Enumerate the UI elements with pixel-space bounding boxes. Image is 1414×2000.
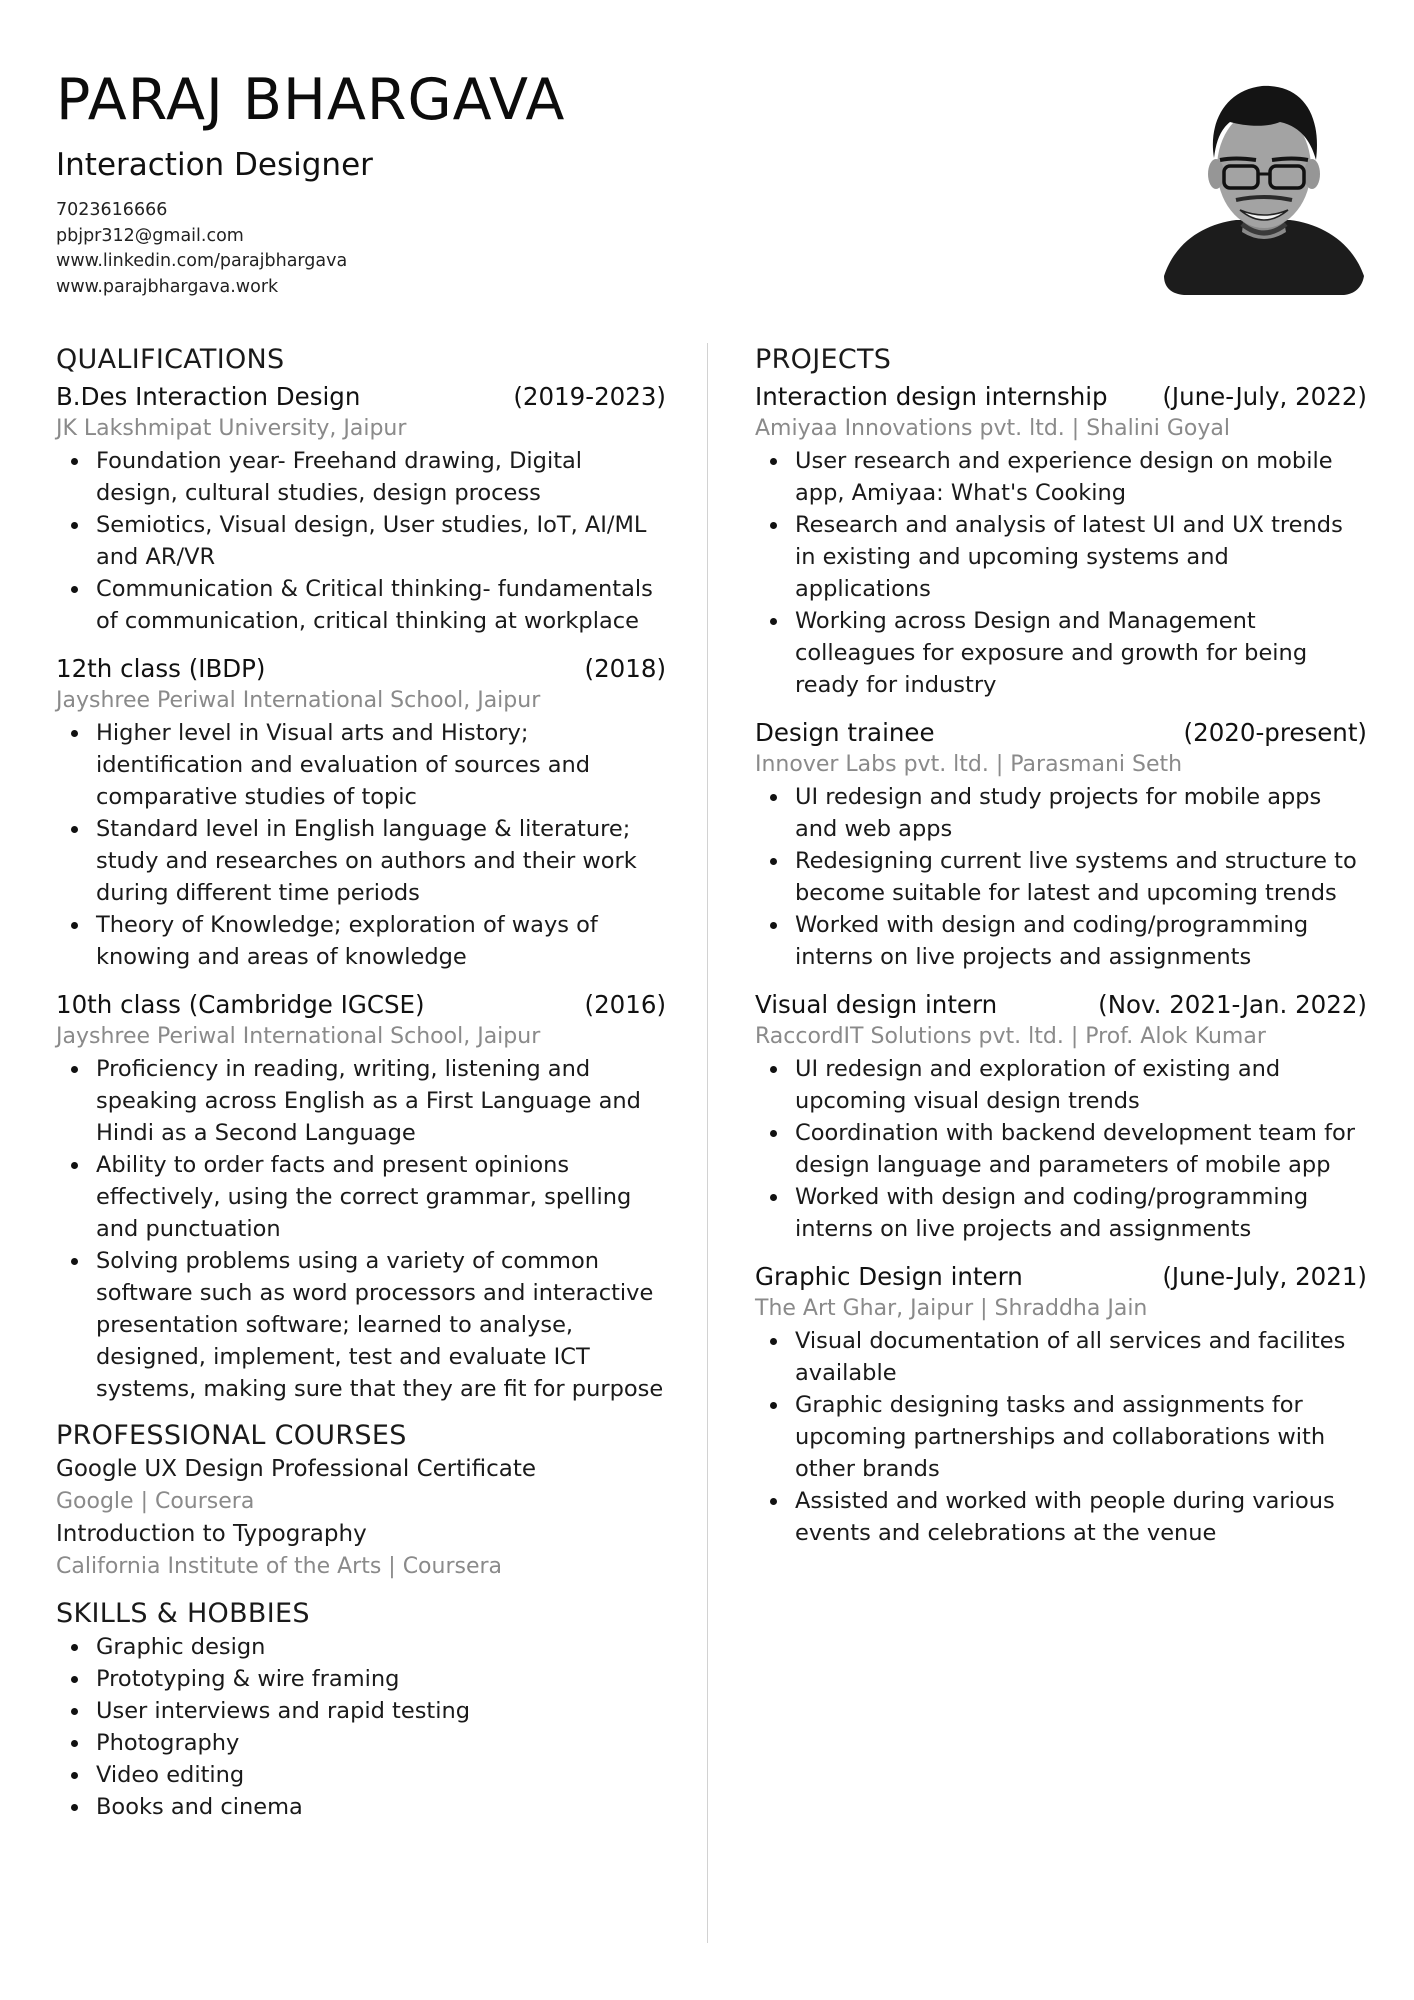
project-organization: The Art Ghar, Jaipur | Shraddha Jain	[755, 1296, 1148, 1321]
phone-number: 7023616666	[56, 200, 168, 220]
qualification-years: (2019-2023)	[513, 382, 666, 411]
project-entry	[755, 717, 1367, 973]
list-item: Video editing	[56, 1759, 666, 1791]
project-header	[755, 381, 1367, 413]
list-item: Ability to order facts and present opinions effectively, using the correct grammar, spelling and punctuation	[56, 1149, 666, 1245]
list-item: Solving problems using a variety of common software such as word processors and interactive presentation software; learned to analyse, designed, implement, test and evaluate ICT systems, making sure that they are fit for purpose	[56, 1245, 666, 1405]
professional-courses-heading: PROFESSIONAL COURSES	[56, 1420, 407, 1451]
list-item: Semiotics, Visual design, User studies, IoT, AI/ML and AR/VR	[56, 509, 666, 573]
qualification-degree: 10th class (Cambridge IGCSE)	[56, 990, 425, 1019]
project-organization: Innover Labs pvt. ltd. | Parasmani Seth	[755, 752, 1183, 777]
qualification-degree: 12th class (IBDP)	[56, 654, 266, 683]
project-header	[755, 1261, 1367, 1293]
list-item: Worked with design and coding/programming interns on live projects and assignments	[755, 909, 1367, 973]
list-item: Coordination with backend development team for design language and parameters of mobile app	[755, 1117, 1367, 1181]
qualification-years: (2016)	[584, 990, 666, 1019]
list-item: Worked with design and coding/programming interns on live projects and assignments	[755, 1181, 1367, 1245]
qualification-degree: B.Des Interaction Design	[56, 382, 361, 411]
skills-hobbies-heading: SKILLS & HOBBIES	[56, 1598, 310, 1629]
qualification-header	[56, 989, 666, 1021]
list-item: UI redesign and study projects for mobile apps and web apps	[755, 781, 1367, 845]
qualification-details	[56, 445, 666, 637]
list-item: Theory of Knowledge; exploration of ways of knowing and areas of knowledge	[56, 909, 666, 973]
list-item: Books and cinema	[56, 1791, 666, 1823]
project-dates: (June-July, 2022)	[1162, 382, 1367, 411]
linkedin-link[interactable]: www.linkedin.com/parajbhargava	[56, 251, 348, 271]
qualification-entry	[56, 381, 666, 637]
list-item: Photography	[56, 1727, 666, 1759]
course-entry	[56, 1453, 666, 1518]
course-provider: Google | Coursera	[56, 1488, 255, 1514]
project-entry	[755, 381, 1367, 701]
list-item: Prototyping & wire framing	[56, 1663, 666, 1695]
list-item: Standard level in English language & literature; study and researches on authors and their work during different time periods	[56, 813, 666, 909]
left-column	[56, 343, 666, 1823]
course-name: Introduction to Typography	[56, 1521, 367, 1547]
project-role: Visual design intern	[755, 990, 998, 1019]
project-details	[755, 1325, 1367, 1549]
project-organization: Amiyaa Innovations pvt. ltd. | Shalini Goyal	[755, 416, 1230, 441]
project-dates: (Nov. 2021-Jan. 2022)	[1098, 990, 1367, 1019]
list-item: Working across Design and Management colleagues for exposure and growth for being ready for industry	[755, 605, 1367, 701]
list-item: User interviews and rapid testing	[56, 1695, 666, 1727]
list-item: Research and analysis of latest UI and UX trends in existing and upcoming systems and applications	[755, 509, 1367, 605]
qualification-years: (2018)	[584, 654, 666, 683]
website-link[interactable]: www.parajbhargava.work	[56, 276, 279, 297]
qualification-details	[56, 717, 666, 973]
skills-list	[56, 1631, 666, 1823]
list-item: Communication & Critical thinking- fundamentals of communication, critical thinking at workplace	[56, 573, 666, 637]
qualification-entry	[56, 989, 666, 1405]
project-dates: (June-July, 2021)	[1162, 1262, 1367, 1291]
qualifications-heading: QUALIFICATIONS	[56, 344, 285, 375]
project-header	[755, 989, 1367, 1021]
list-item: Proficiency in reading, writing, listening and speaking across English as a First Language and Hindi as a Second Language	[56, 1053, 666, 1149]
list-item: Redesigning current live systems and structure to become suitable for latest and upcoming trends	[755, 845, 1367, 909]
qualification-entry	[56, 653, 666, 973]
project-details	[755, 1053, 1367, 1245]
qualification-header	[56, 381, 666, 413]
project-role: Interaction design internship	[755, 382, 1108, 411]
candidate-name: PARAJ BHARGAVA	[56, 67, 566, 133]
qualification-header	[56, 653, 666, 685]
profile-photo	[1158, 82, 1368, 297]
course-entry	[56, 1518, 666, 1583]
list-item: Higher level in Visual arts and History; identification and evaluation of sources and comparative studies of topic	[56, 717, 666, 813]
project-entry	[755, 1261, 1367, 1549]
project-dates: (2020-present)	[1183, 718, 1367, 747]
email-address[interactable]: pbjpr312@gmail.com	[56, 225, 244, 246]
right-column	[755, 343, 1367, 1549]
project-entry	[755, 989, 1367, 1245]
course-provider: California Institute of the Arts | Coursera	[56, 1553, 503, 1579]
project-details	[755, 781, 1367, 973]
qualification-institution: JK Lakshmipat University, Jaipur	[56, 416, 407, 441]
project-organization: RaccordIT Solutions pvt. ltd. | Prof. Alok Kumar	[755, 1024, 1266, 1049]
qualification-institution: Jayshree Periwal International School, Jaipur	[56, 1024, 541, 1049]
contact-info	[56, 198, 347, 300]
project-details	[755, 445, 1367, 701]
project-role: Design trainee	[755, 718, 935, 747]
projects-heading: PROJECTS	[755, 344, 892, 375]
list-item: Graphic design	[56, 1631, 666, 1663]
list-item: Foundation year- Freehand drawing, Digital design, cultural studies, design process	[56, 445, 666, 509]
list-item: UI redesign and exploration of existing and upcoming visual design trends	[755, 1053, 1367, 1117]
job-title: Interaction Designer	[56, 147, 373, 183]
list-item: Assisted and worked with people during various events and celebrations at the venue	[755, 1485, 1367, 1549]
list-item: Graphic designing tasks and assignments for upcoming partnerships and collaborations with other brands	[755, 1389, 1367, 1485]
qualification-details	[56, 1053, 666, 1405]
column-divider	[707, 343, 708, 1943]
course-name: Google UX Design Professional Certificate	[56, 1456, 537, 1482]
project-header	[755, 717, 1367, 749]
list-item: User research and experience design on mobile app, Amiyaa: What's Cooking	[755, 445, 1367, 509]
qualification-institution: Jayshree Periwal International School, Jaipur	[56, 688, 541, 713]
list-item: Visual documentation of all services and facilites available	[755, 1325, 1367, 1389]
project-role: Graphic Design intern	[755, 1262, 1023, 1291]
